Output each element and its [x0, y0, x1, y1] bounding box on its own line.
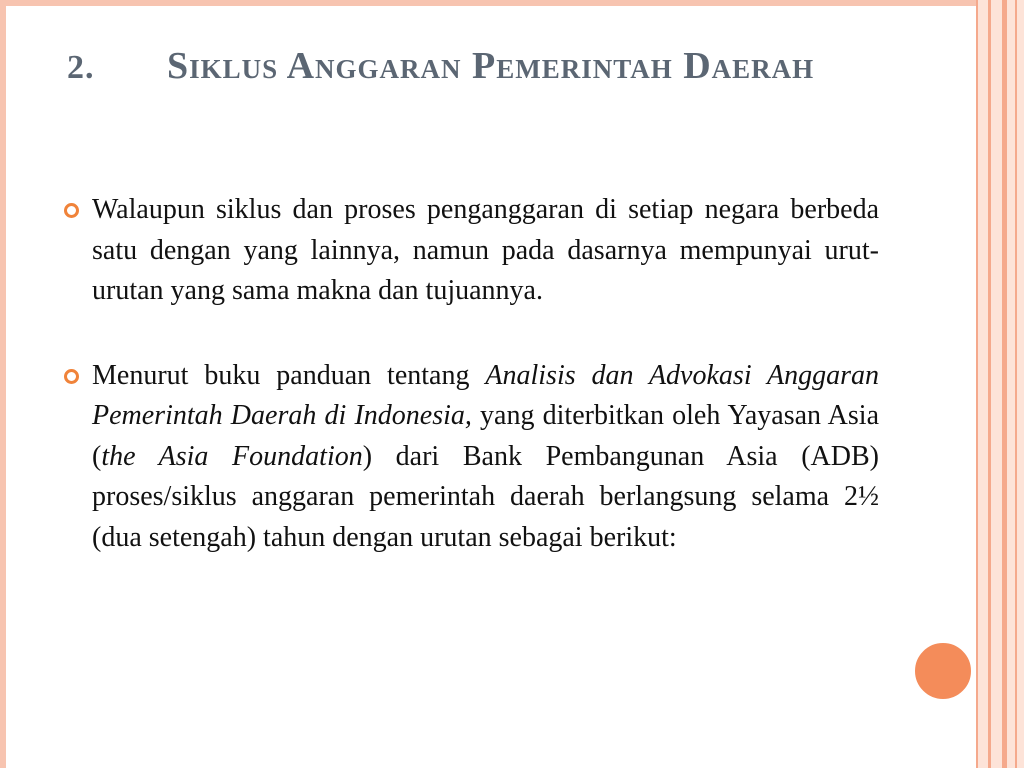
ring-bullet-icon [64, 203, 79, 218]
orange-circle-decoration [912, 640, 974, 702]
bullet-2-part1: Menurut buku panduan tentang [92, 359, 486, 391]
frame-left-border [0, 0, 6, 768]
frame-top-border [0, 0, 1024, 6]
bullet-2-italic-foundation: the Asia Foundation [101, 440, 363, 472]
frame-right-stripe-3 [1015, 0, 1017, 768]
bullet-item-1 [64, 190, 879, 312]
bullet-2-part2: yang diterbitkan oleh Yayasan Asia ( [92, 400, 879, 472]
title-number: 2. [67, 49, 95, 86]
bullet-1-text: Walaupun siklus dan proses penganggaran di setiap negara berbeda satu dengan yang lainnya, namun pada dasarnya mempunyai urut-urutan yang sama makna dan tujuannya. [92, 194, 879, 306]
bullet-item-2 [64, 356, 879, 559]
bullet-2-italic-book-title: Analisis dan Advokasi Anggaran Pemerintah Daerah di Indonesia, [92, 359, 880, 431]
slide-body [64, 190, 879, 558]
slide-title [67, 42, 927, 92]
frame-right-band [978, 0, 1024, 768]
ring-bullet-icon [64, 369, 79, 384]
bullet-2-part3: ) dari Bank Pembangunan Asia (ADB) proses/siklus anggaran pemerintah daerah berlangsung selama 2½ (dua setengah) tahun dengan urutan sebagai berikut: [92, 440, 879, 553]
frame-right-stripe-2 [1002, 0, 1007, 768]
title-text: Siklus Anggaran Pemerintah Daerah [167, 45, 815, 87]
frame-right-stripe-1 [988, 0, 991, 768]
